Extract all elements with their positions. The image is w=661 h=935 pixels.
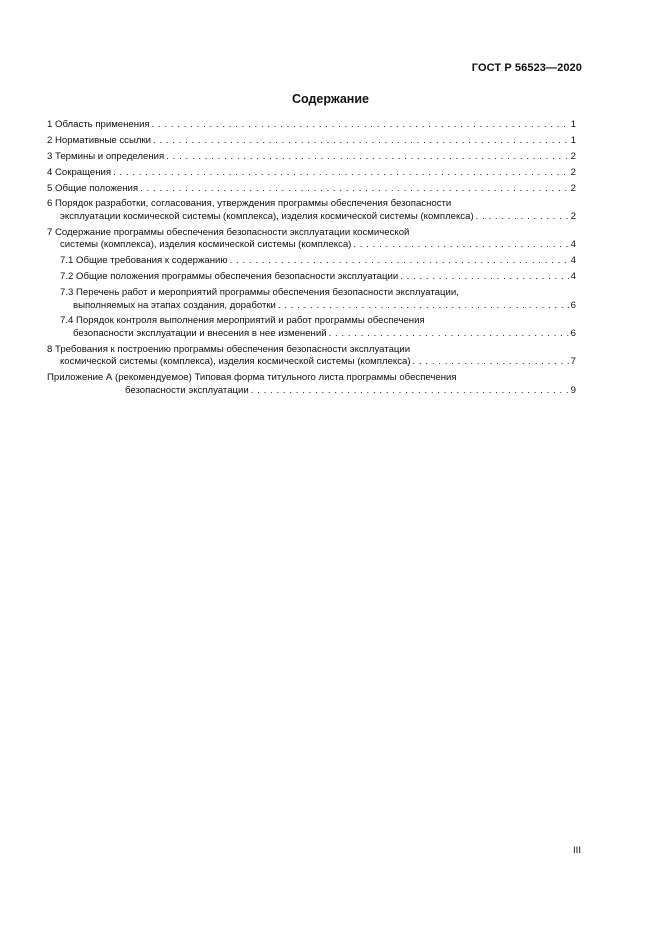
toc-entry-title-continuation: безопасности эксплуатации и внесения в нее изменений — [73, 327, 327, 339]
toc-entry-2 — [47, 135, 576, 148]
toc-page-number: 4 — [570, 255, 576, 267]
toc-page-number: 9 — [570, 384, 576, 396]
toc-page-number: 6 — [570, 327, 576, 339]
toc-page-number: 6 — [570, 299, 576, 311]
toc-entry-title-continuation: системы (комплекса), изделия космической системы (комплекса) — [60, 239, 352, 251]
dot-leader — [400, 271, 569, 284]
toc-entry-3 — [47, 151, 576, 164]
toc-entry-title-continuation: эксплуатации космической системы (комплекса), изделия космической системы (комплекса) — [60, 210, 474, 222]
toc-entry-title: 7.4 Порядок контроля выполнения мероприятий и работ программы обеспечения — [60, 315, 425, 327]
toc-entry-title: 1 Область применения — [47, 119, 150, 130]
toc-page-number: 1 — [570, 134, 576, 146]
toc-entry-title-continuation: выполняемых на этапах создания, доработки — [73, 299, 276, 311]
toc-page-number: 7 — [570, 356, 576, 368]
toc-entry-1 — [47, 119, 576, 132]
toc-page-number: 4 — [570, 271, 576, 283]
dot-leader — [230, 255, 570, 268]
toc-page-number: 2 — [570, 210, 576, 222]
toc-entry-title: 7.1 Общие требования к содержанию — [60, 255, 228, 267]
page-number: III — [573, 845, 581, 856]
toc-entry-7-3 — [47, 287, 576, 312]
toc-page-number: 2 — [570, 182, 576, 194]
table-of-contents — [47, 119, 576, 401]
toc-entry-title: 3 Термины и определения — [47, 150, 165, 162]
toc-entry-title-continuation: безопасности эксплуатации — [125, 384, 249, 396]
toc-entry-title: 7.3 Перечень работ и мероприятий программы обеспечения безопасности эксплуатации, — [60, 287, 459, 299]
toc-page-number: 2 — [570, 166, 576, 178]
document-code: ГОСТ Р 56523—2020 — [471, 62, 582, 74]
toc-entry-title: 6 Порядок разработки, согласования, утверждения программы обеспечения безопасности — [47, 198, 452, 210]
dot-leader — [329, 328, 570, 341]
toc-entry-title: 7.2 Общие положения программы обеспечения безопасности эксплуатации — [60, 271, 399, 283]
toc-page-number: 4 — [570, 239, 576, 251]
toc-entry-appendix-a — [47, 372, 576, 397]
dot-leader — [166, 151, 569, 164]
toc-entry-7-2 — [47, 271, 576, 284]
dot-leader — [152, 119, 570, 132]
dot-leader — [353, 239, 569, 252]
toc-entry-5 — [47, 183, 576, 196]
dot-leader — [413, 356, 570, 369]
toc-entry-title: 2 Нормативные ссылки — [47, 134, 152, 146]
dot-leader — [140, 183, 570, 196]
toc-title: Содержание — [291, 92, 369, 106]
toc-entry-title-continuation: космической системы (комплекса), изделия космической системы (комплекса) — [60, 356, 411, 368]
toc-entry-7-1 — [47, 255, 576, 268]
toc-entry-4 — [47, 167, 576, 180]
dot-leader — [153, 135, 570, 148]
toc-entry-6 — [47, 198, 576, 223]
toc-entry-title: Приложение А (рекомендуемое) Типовая форма титульного листа программы обеспечения — [47, 372, 457, 384]
dot-leader — [476, 211, 570, 224]
dot-leader — [251, 385, 570, 398]
toc-page-number: 2 — [570, 150, 576, 162]
toc-entry-title: 4 Сокращения — [47, 166, 112, 178]
toc-entry-title: 8 Требования к построению программы обеспечения безопасности эксплуатации — [47, 343, 411, 355]
toc-entry-8 — [47, 344, 576, 369]
toc-entry-title: 5 Общие положения — [47, 182, 139, 194]
toc-page-number: 1 — [570, 119, 576, 130]
toc-entry-7-4 — [47, 315, 576, 340]
toc-entry-7 — [47, 227, 576, 252]
toc-entry-title: 7 Содержание программы обеспечения безопасности эксплуатации космической — [47, 226, 410, 238]
dot-leader — [278, 300, 570, 313]
dot-leader — [113, 167, 570, 180]
